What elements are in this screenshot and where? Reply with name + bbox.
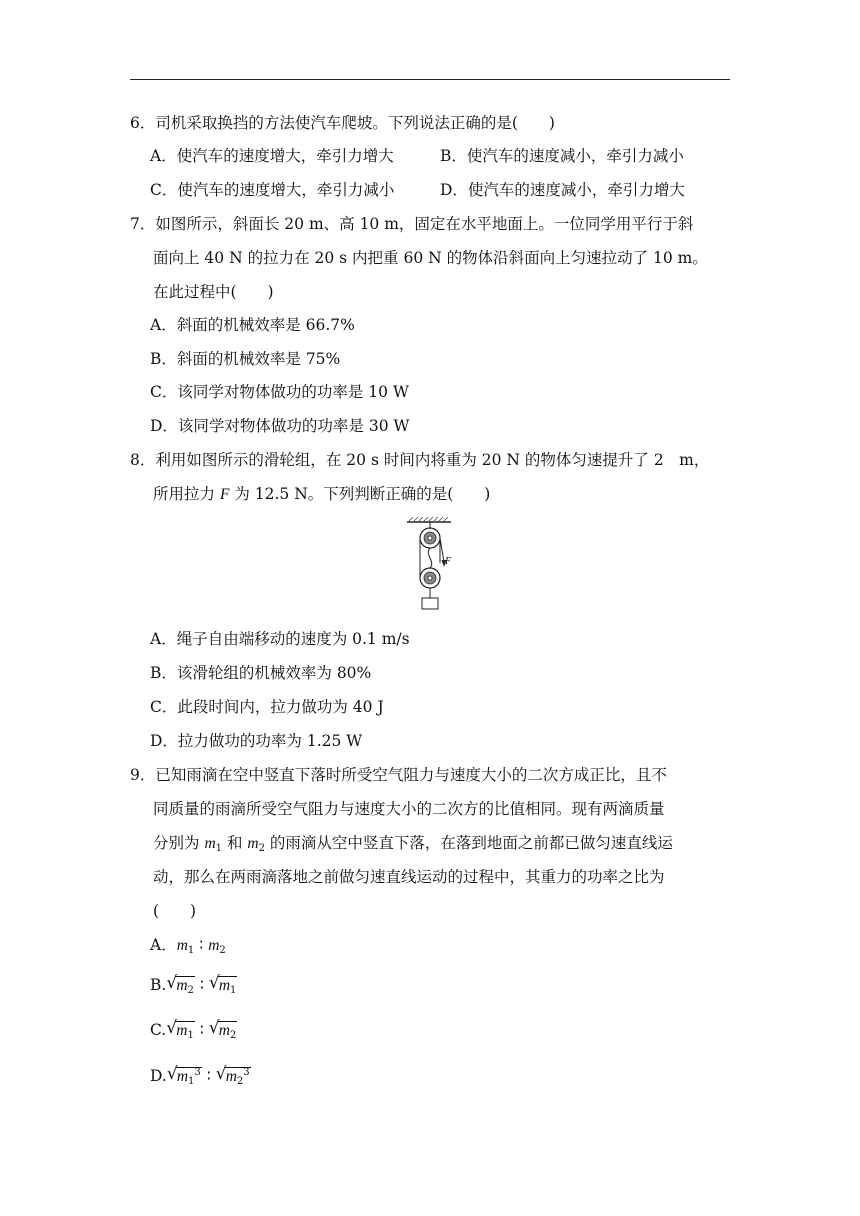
q9-stem-line4: 动，那么在两雨滴落地之前做匀速直线运动的过程中，其重力的功率之比为	[153, 868, 665, 886]
q8-option-c: C．此段时间内，拉力做功为 40 J	[150, 698, 384, 716]
q8-option-a: A．绳子自由端移动的速度为 0.1 m/s	[150, 630, 410, 648]
q7-option-d: D．该同学对物体做功的功率是 30 W	[150, 417, 410, 435]
q7-option-a: A．斜面的机械效率是 66.7%	[150, 316, 355, 334]
q9-stem-line1: 9．已知雨滴在空中竖直下落时所受空气阻力与速度大小的二次方成正比，且不	[130, 766, 667, 784]
q7-option-b: B．斜面的机械效率是 75%	[150, 350, 341, 368]
q8-option-d: D．拉力做功的功率为 1.25 W	[150, 732, 363, 750]
q7-stem-line1: 7．如图所示，斜面长 20 m、高 10 m，固定在水平地面上。一位同学用平行于斜	[130, 215, 694, 233]
q8-option-b: B．该滑轮组的机械效率为 80%	[150, 664, 372, 682]
q9-stem-line2: 同质量的雨滴所受空气阻力与速度大小的二次方的比值相同。现有两滴质量	[153, 800, 665, 818]
q8-stem-line1: 8．利用如图所示的滑轮组，在 20 s 时间内将重为 20 N 的物体匀速提升了 2 m，	[130, 451, 710, 469]
q7-stem-line3: 在此过程中( )	[153, 283, 274, 301]
q9-stem-line5: ( )	[153, 902, 197, 920]
q6-option-a: A．使汽车的速度增大，牵引力增大	[150, 147, 394, 165]
q9-option-c: C. √ $m_1$ ∶ √ $m_2$	[150, 1018, 237, 1041]
q6-option-b: B．使汽车的速度减小，牵引力减小	[440, 147, 684, 165]
q9-option-d: D. √ $m_1^3$ ∶ √ $m_2^3$	[150, 1064, 250, 1087]
q6-option-c: C．使汽车的速度增大，牵引力减小	[150, 181, 395, 199]
q8-stem-line2: 所用拉力 F 为 12.5 N。下列判断正确的是( )	[153, 485, 491, 503]
q7-stem-line2: 面向上 40 N 的拉力在 20 s 内把重 60 N 的物体沿斜面向上匀速拉动了 10 m。	[153, 249, 708, 267]
q6-stem: 6．司机采取换挡的方法使汽车爬坡。下列说法正确的是( )	[130, 114, 555, 132]
q7-option-c: C．该同学对物体做功的功率是 10 W	[150, 383, 409, 401]
q6-option-d: D．使汽车的速度减小，牵引力增大	[440, 181, 685, 199]
pulley-system-figure	[405, 515, 455, 615]
q9-stem-line3: 分别为 $m_1$ 和 $m_2$ 的雨滴从空中竖直下落，在落到地面之前都已做匀速直线运	[153, 834, 673, 854]
pulley-force-label: F	[445, 556, 452, 567]
top-rule	[130, 79, 730, 80]
q9-option-b: B. √ $m_2$ ∶ √ $m_1$	[150, 973, 237, 996]
q9-option-a: A．$m_1$ ∶ $m_2$	[150, 936, 226, 956]
